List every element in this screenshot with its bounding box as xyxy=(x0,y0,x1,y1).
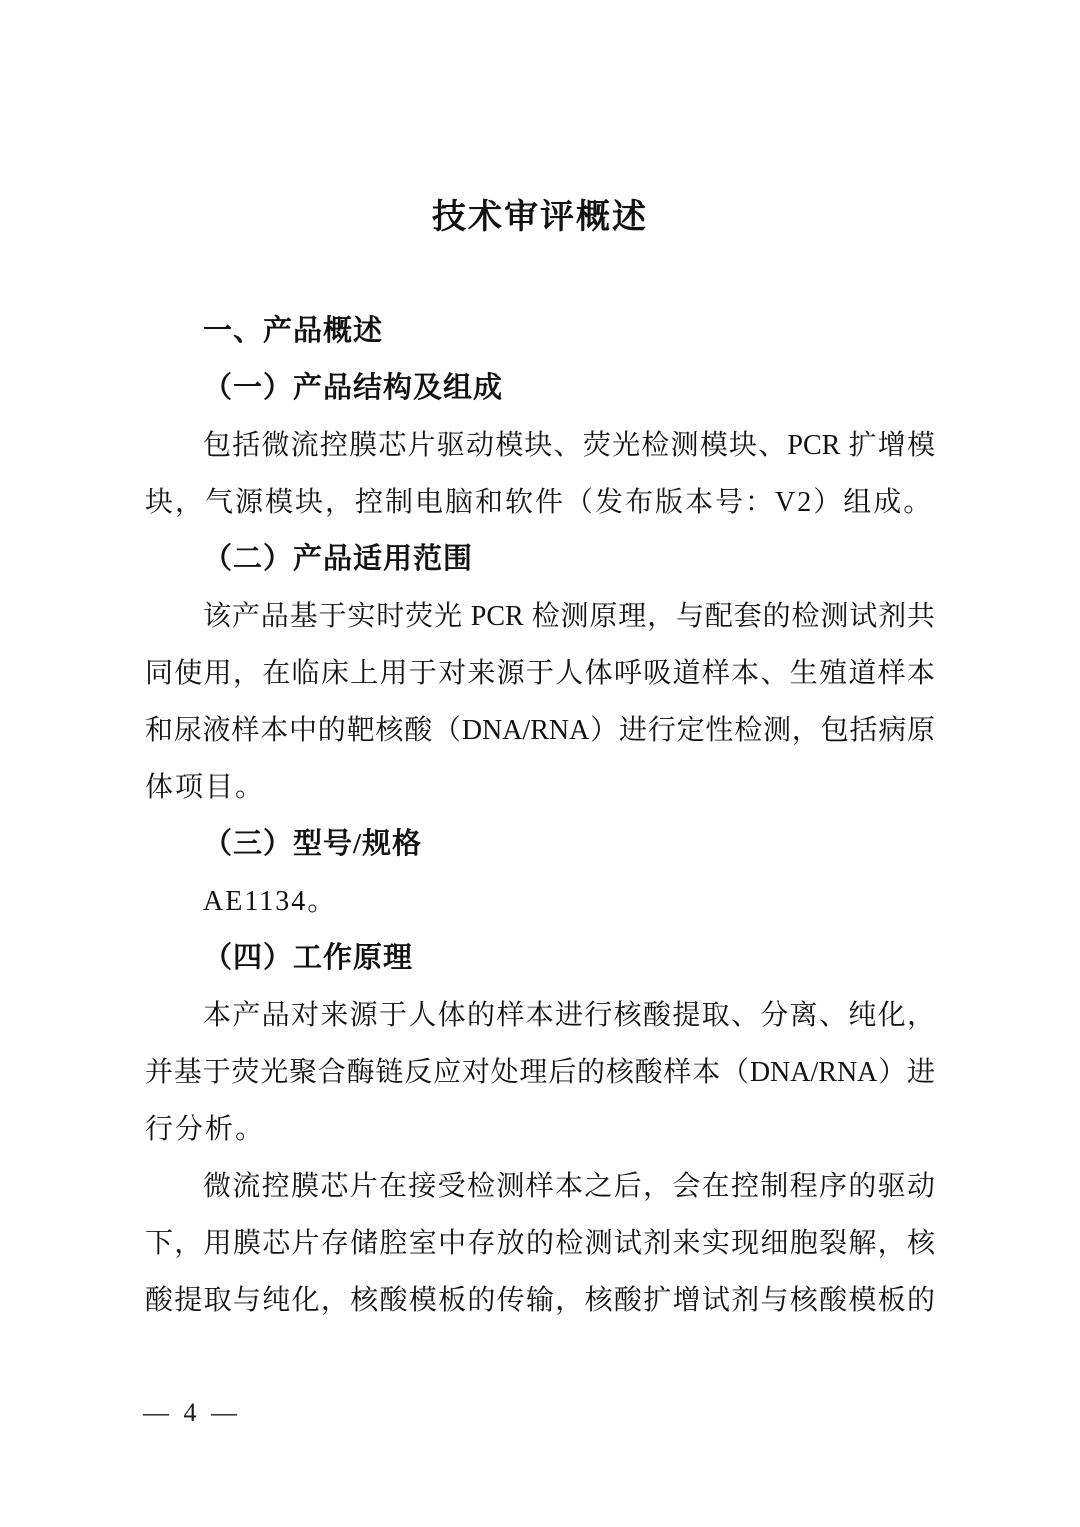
heading-working-principle: （四）工作原理 xyxy=(203,942,414,974)
paragraph-working-principle-1-line: 本产品对来源于人体的样本进行核酸提取、分离、纯化， xyxy=(203,1000,935,1031)
paragraph-working-principle-2-line: 酸提取与纯化，核酸模板的传输，核酸扩增试剂与核酸模板的 xyxy=(145,1285,935,1316)
document-title: 技术审评概述 xyxy=(432,199,648,236)
document-body xyxy=(145,303,935,1329)
heading-intended-use: （二）产品适用范围 xyxy=(203,543,474,575)
paragraph-working-principle-1-line: 行分析。 xyxy=(145,1114,266,1145)
paragraph-intended-use-line: 该产品基于实时荧光 PCR 检测原理，与配套的检测试剂共 xyxy=(203,601,935,632)
paragraph-intended-use-line: 体项目。 xyxy=(145,772,266,803)
paragraph-structure-composition-line: 块，气源模块，控制电脑和软件（发布版本号：V2）组成。 xyxy=(145,487,934,518)
heading-model-spec: （三）型号/规格 xyxy=(203,828,423,860)
page-number: — 4 — xyxy=(143,1398,241,1427)
heading-structure-composition: （一）产品结构及组成 xyxy=(203,372,504,404)
paragraph-intended-use-line: 和尿液样本中的靶核酸（DNA/RNA）进行定性检测，包括病原 xyxy=(145,715,935,746)
paragraph-working-principle-1-line: 并基于荧光聚合酶链反应对处理后的核酸样本（DNA/RNA）进 xyxy=(145,1057,935,1088)
paragraph-working-principle-2-line: 微流控膜芯片在接受检测样本之后，会在控制程序的驱动 xyxy=(203,1171,935,1202)
paragraph-model-spec-line: AE1134。 xyxy=(203,886,338,917)
paragraph-intended-use-line: 同使用，在临床上用于对来源于人体呼吸道样本、生殖道样本 xyxy=(145,658,935,689)
paragraph-structure-composition-line: 包括微流控膜芯片驱动模块、荧光检测模块、PCR 扩增模 xyxy=(203,430,935,461)
heading-product-overview: 一、产品概述 xyxy=(203,315,384,347)
paragraph-working-principle-2-line: 下，用膜芯片存储腔室中存放的检测试剂来实现细胞裂解，核 xyxy=(145,1228,935,1259)
